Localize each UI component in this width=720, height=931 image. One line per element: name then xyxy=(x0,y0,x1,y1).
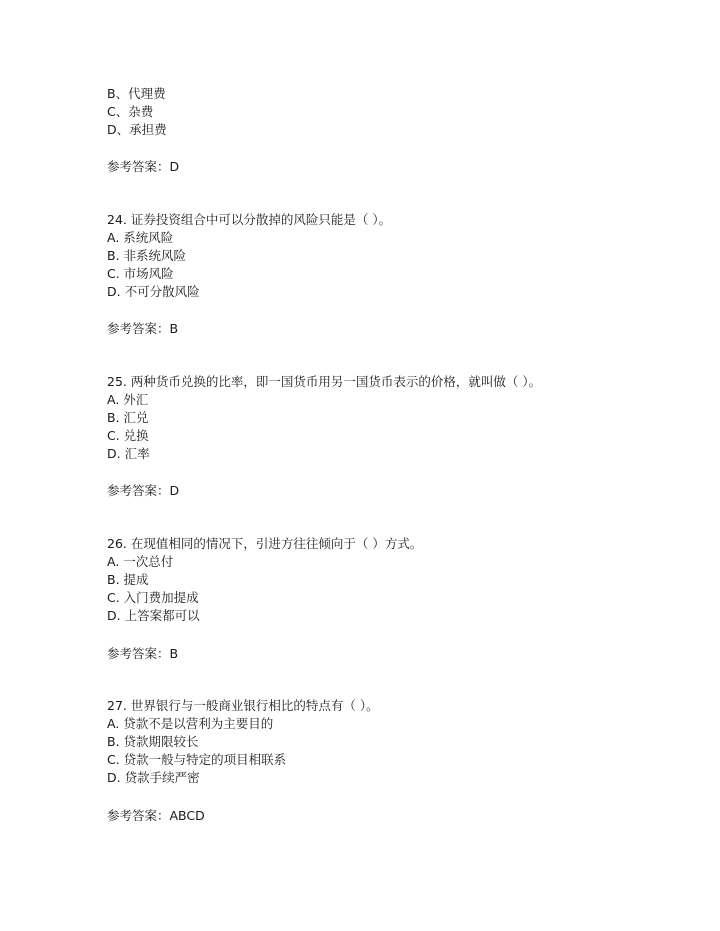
question-27-option-d: D. 贷款手续严密 xyxy=(107,770,200,785)
question-24-answer: 参考答案：B xyxy=(107,321,179,336)
question-25-answer: 参考答案：D xyxy=(107,483,180,498)
option-d: D、承担费 xyxy=(107,122,167,137)
option-c: C、杂费 xyxy=(107,104,154,119)
question-26-option-b: B. 提成 xyxy=(107,572,149,587)
question-27-option-b: B. 贷款期限较长 xyxy=(107,734,199,749)
question-27-answer: 参考答案：ABCD xyxy=(107,808,205,823)
question-25-option-c: C. 兑换 xyxy=(107,428,149,443)
question-24-option-c: C. 市场风险 xyxy=(107,266,174,281)
question-26-option-d: D. 上答案都可以 xyxy=(107,608,200,623)
question-26-answer: 参考答案：B xyxy=(107,646,179,661)
question-27-stem: 27. 世界银行与一般商业银行相比的特点有（ ）。 xyxy=(107,698,379,713)
question-25-option-a: A. 外汇 xyxy=(107,392,149,407)
question-26-stem: 26. 在现值相同的情况下，引进方往往倾向于（ ）方式。 xyxy=(107,536,423,551)
question-24-option-a: A. 系统风险 xyxy=(107,230,174,245)
answer-line: 参考答案：D xyxy=(107,159,180,174)
question-27-option-a: A. 贷款不是以营利为主要目的 xyxy=(107,716,274,731)
question-25-option-b: B. 汇兑 xyxy=(107,410,149,425)
question-24-stem: 24. 证券投资组合中可以分散掉的风险只能是（ ）。 xyxy=(107,212,392,227)
question-24-option-b: B. 非系统风险 xyxy=(107,248,187,263)
question-25-stem: 25. 两种货币兑换的比率，即一国货币用另一国货币表示的价格，就叫做（ ）。 xyxy=(107,374,542,389)
option-b: B、代理费 xyxy=(107,86,166,101)
question-25-option-d: D. 汇率 xyxy=(107,446,150,461)
question-27-option-c: C. 贷款一般与特定的项目相联系 xyxy=(107,752,287,767)
question-24-option-d: D. 不可分散风险 xyxy=(107,284,200,299)
question-26-option-a: A. 一次总付 xyxy=(107,554,174,569)
question-26-option-c: C. 入门费加提成 xyxy=(107,590,199,605)
